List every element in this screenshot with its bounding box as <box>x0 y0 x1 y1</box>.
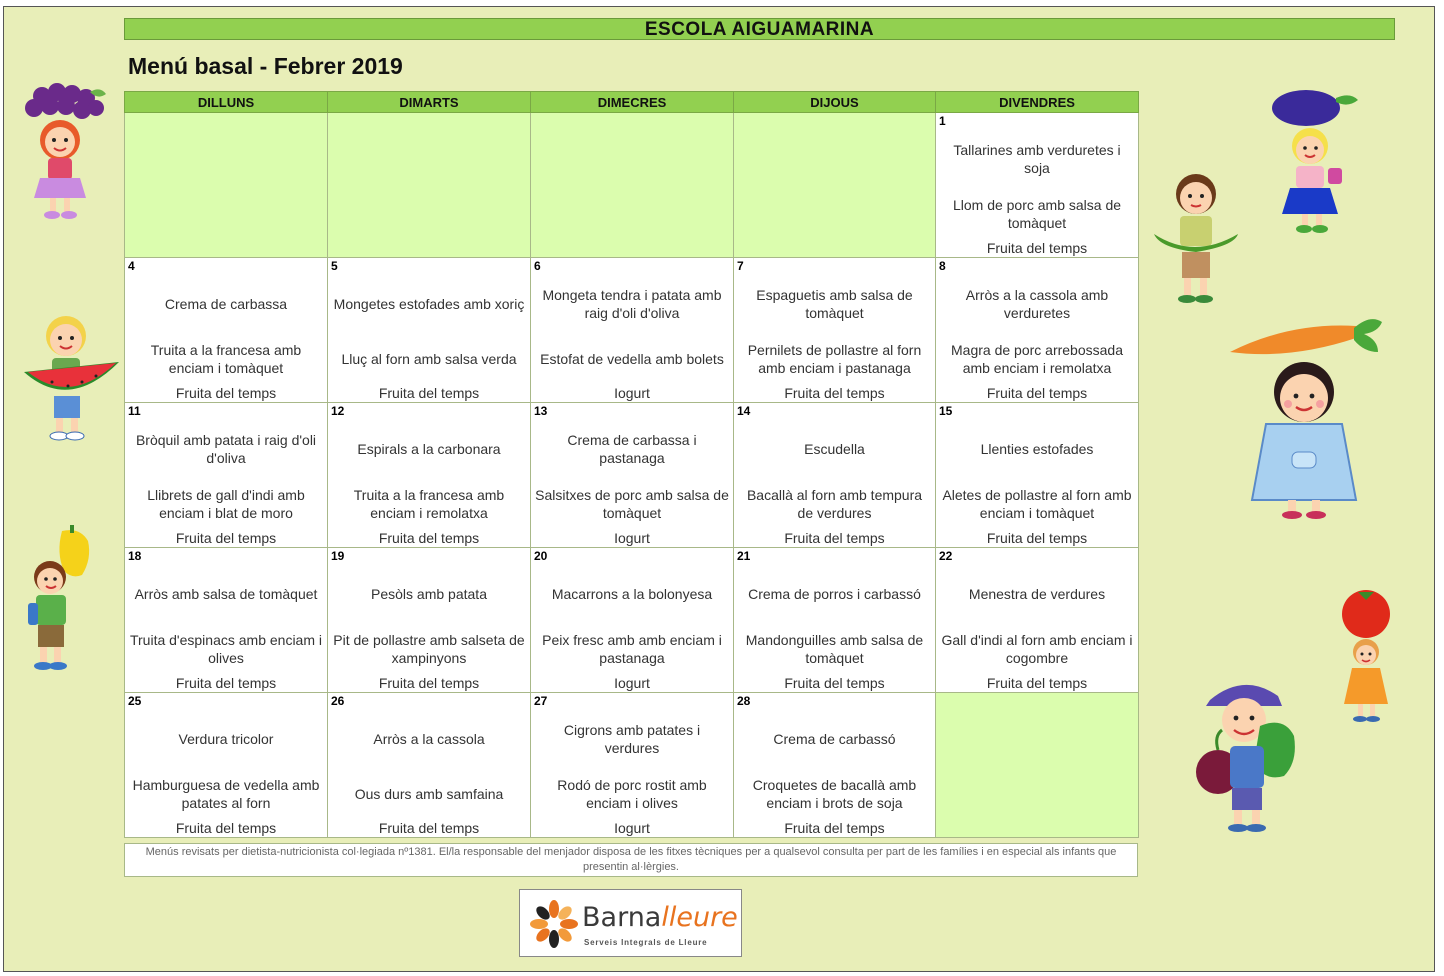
weekday-tuesday: DIMARTS <box>328 92 531 113</box>
day-number: 1 <box>939 114 946 128</box>
barnalleure-logo <box>519 889 742 957</box>
girl-with-carrot-illustration <box>1226 312 1386 522</box>
day-number: 15 <box>939 404 953 418</box>
day-number: 27 <box>534 694 548 708</box>
week-row <box>125 113 1139 258</box>
day-cell-wednesday <box>531 693 734 838</box>
first-course: Mongeta tendra i patata amb raig d'oli d'oliva <box>542 287 722 321</box>
day-number: 20 <box>534 549 548 563</box>
second-course: Bacallà al forn amb tempura de verdures <box>746 487 923 521</box>
day-cell-monday <box>125 258 328 403</box>
second-course: Truita a la francesa amb enciam i remolatxa <box>353 487 505 521</box>
weekday-thursday: DIJOUS <box>734 92 936 113</box>
dessert: Fruita del temps <box>378 385 480 401</box>
dessert: Fruita del temps <box>986 240 1088 256</box>
day-cell-wednesday <box>531 548 734 693</box>
day-cell-wednesday <box>531 258 734 403</box>
logo-tagline: Serveis Integrals de Lleure <box>584 938 708 947</box>
second-course: Magra de porc arrebossada amb enciam i remolatxa <box>951 342 1123 376</box>
day-number: 18 <box>128 549 142 563</box>
menu-title: Menú basal - Febrer 2019 <box>128 53 403 79</box>
day-cell-monday <box>125 403 328 548</box>
second-course: Llibrets de gall d'indi amb enciam i blat de moro <box>147 487 305 521</box>
second-course: Gall d'indi al forn amb enciam i cogombre <box>941 632 1133 666</box>
girl-with-tomato-illustration <box>1334 588 1400 728</box>
second-course: Croquetes de bacallà amb enciam i brots de soja <box>752 777 917 811</box>
boy-with-pepper-illustration <box>24 523 104 673</box>
day-cell-thursday <box>734 693 936 838</box>
dessert: Fruita del temps <box>378 530 480 546</box>
second-course: Mandonguilles amb salsa de tomàquet <box>745 632 924 666</box>
day-cell-tuesday <box>328 258 531 403</box>
dessert: Fruita del temps <box>175 385 277 401</box>
first-course: Arròs amb salsa de tomàquet <box>134 586 318 602</box>
second-course: Pernilets de pollastre al forn amb enciam i pastanaga <box>747 342 922 376</box>
second-course: Ous durs amb samfaina <box>354 786 504 802</box>
weekday-friday: DIVENDRES <box>936 92 1139 113</box>
first-course: Tallarines amb verduretes i soja <box>953 142 1121 176</box>
first-course: Menestra de verdures <box>968 586 1106 602</box>
empty-day-cell <box>734 113 936 258</box>
first-course: Cigrons amb patates i verdures <box>563 722 701 756</box>
first-course: Arròs a la cassola amb verduretes <box>965 287 1109 321</box>
first-course: Bròquil amb patata i raig d'oli d'oliva <box>135 432 317 466</box>
second-course: Lluç al forn amb salsa verda <box>341 351 517 367</box>
first-course: Crema de carbassa <box>164 296 288 312</box>
day-number: 28 <box>737 694 751 708</box>
second-course: Hamburguesa de vedella amb patates al forn <box>132 777 320 811</box>
day-cell-thursday <box>734 548 936 693</box>
dessert: Fruita del temps <box>378 675 480 691</box>
week-row <box>125 258 1139 403</box>
first-course: Crema de porros i carbassó <box>748 586 921 602</box>
boy-with-watermelon-illustration <box>22 312 122 442</box>
day-number: 25 <box>128 694 142 708</box>
dessert: Fruita del temps <box>784 675 885 691</box>
dessert: Iogurt <box>614 385 650 401</box>
dessert: Fruita del temps <box>784 530 885 546</box>
second-course: Truita d'espinacs amb enciam i olives <box>129 632 322 666</box>
day-cell-wednesday <box>531 403 734 548</box>
day-number: 21 <box>737 549 751 563</box>
day-number: 5 <box>331 259 338 273</box>
first-course: Arròs a la cassola <box>373 731 485 747</box>
second-course: Pit de pollastre amb salseta de xampinyons <box>333 632 525 666</box>
school-name: ESCOLA AIGUAMARINA <box>124 18 1395 40</box>
weekday-header-row <box>125 92 1139 113</box>
day-number: 22 <box>939 549 953 563</box>
girl-with-grapes-illustration <box>12 78 112 223</box>
dessert: Fruita del temps <box>175 820 277 836</box>
day-number: 26 <box>331 694 345 708</box>
day-number: 7 <box>737 259 744 273</box>
empty-day-cell <box>531 113 734 258</box>
dessert: Fruita del temps <box>784 820 885 836</box>
boy-with-beetroot-illustration <box>1190 676 1300 836</box>
day-number: 13 <box>534 404 548 418</box>
girl-with-eggplant-illustration <box>1266 84 1366 234</box>
flower-logo-icon <box>526 896 582 952</box>
nutrition-note: Menús revisats per dietista-nutricionista col·legiada nº1381. El/la responsable del menjador disposa de les fitxes tècniques per a qualsevol consulta per part de les famílies i en especial als infants que presentin al·lèrgies. <box>124 843 1138 877</box>
day-number: 8 <box>939 259 946 273</box>
empty-day-cell <box>125 113 328 258</box>
day-number: 12 <box>331 404 345 418</box>
first-course: Mongetes estofades amb xoriç <box>333 296 525 312</box>
second-course: Salsitxes de porc amb salsa de tomàquet <box>535 487 729 521</box>
week-row <box>125 548 1139 693</box>
empty-day-cell <box>328 113 531 258</box>
weekday-monday: DILLUNS <box>125 92 328 113</box>
first-course: Crema de carbassa i pastanaga <box>567 432 697 466</box>
day-cell-friday <box>936 113 1139 258</box>
first-course: Verdura tricolor <box>178 731 274 747</box>
day-cell-thursday <box>734 258 936 403</box>
dessert: Fruita del temps <box>378 820 480 836</box>
empty-day-cell <box>936 693 1139 838</box>
second-course: Truita a la francesa amb enciam i tomàquet <box>150 342 302 376</box>
day-cell-monday <box>125 693 328 838</box>
day-cell-friday <box>936 548 1139 693</box>
dessert: Fruita del temps <box>784 385 885 401</box>
day-number: 19 <box>331 549 345 563</box>
day-number: 6 <box>534 259 541 273</box>
dessert: Fruita del temps <box>986 675 1088 691</box>
second-course: Rodó de porc rostit amb enciam i olives <box>557 777 707 811</box>
dessert: Fruita del temps <box>986 385 1088 401</box>
first-course: Escudella <box>804 441 865 457</box>
day-cell-tuesday <box>328 403 531 548</box>
dessert: Fruita del temps <box>175 675 277 691</box>
first-course: Pesòls amb patata <box>371 586 487 602</box>
week-row <box>125 693 1139 838</box>
day-number: 14 <box>737 404 751 418</box>
day-cell-monday <box>125 548 328 693</box>
dessert: Iogurt <box>614 530 650 546</box>
first-course: Crema de carbassó <box>773 731 896 747</box>
day-cell-tuesday <box>328 693 531 838</box>
boy-with-cucumber-illustration <box>1150 170 1242 308</box>
menu-calendar <box>124 91 1139 838</box>
day-cell-thursday <box>734 403 936 548</box>
dessert: Iogurt <box>614 820 650 836</box>
day-number: 11 <box>128 404 141 418</box>
second-course: Estofat de vedella amb bolets <box>540 351 724 367</box>
day-cell-friday <box>936 403 1139 548</box>
dessert: Iogurt <box>614 675 650 691</box>
logo-brand: Barnalleure <box>582 902 738 933</box>
second-course: Peix fresc amb amb enciam i pastanaga <box>542 632 722 666</box>
second-course: Aletes de pollastre al forn amb enciam i tomàquet <box>942 487 1132 521</box>
day-cell-friday <box>936 258 1139 403</box>
weekday-wednesday: DIMECRES <box>531 92 734 113</box>
dessert: Fruita del temps <box>986 530 1088 546</box>
week-row <box>125 403 1139 548</box>
dessert: Fruita del temps <box>175 530 277 546</box>
first-course: Llenties estofades <box>980 441 1094 457</box>
first-course: Espirals a la carbonara <box>357 441 501 457</box>
first-course: Espaguetis amb salsa de tomàquet <box>756 287 913 321</box>
second-course: Llom de porc amb salsa de tomàquet <box>952 197 1122 231</box>
day-number: 4 <box>128 259 135 273</box>
day-cell-tuesday <box>328 548 531 693</box>
first-course: Macarrons a la bolonyesa <box>551 586 713 602</box>
